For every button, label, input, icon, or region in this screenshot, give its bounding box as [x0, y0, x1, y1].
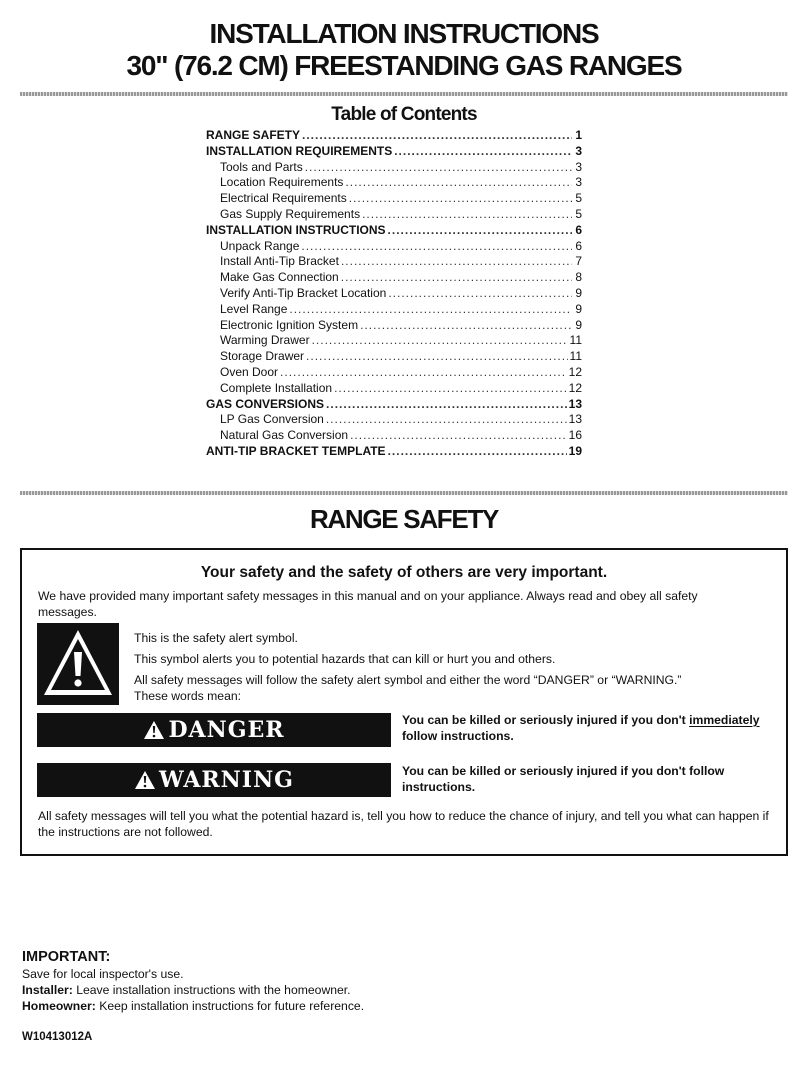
toc-entry-page: 9: [575, 285, 582, 300]
toc-entry: [206, 381, 582, 397]
toc-leader-dots: [362, 207, 572, 223]
toc-leader-dots: [306, 349, 567, 365]
danger-text: You can be killed or seriously injured if you don't: [402, 713, 690, 727]
toc-entry: [206, 239, 582, 255]
toc-entry: [206, 207, 582, 223]
toc-leader-dots: [345, 175, 572, 191]
toc-entry-page: 5: [575, 206, 582, 221]
important-line: Save for local inspector's use.: [22, 967, 184, 981]
safety-box: [20, 548, 788, 856]
toc-entry-label: Storage Drawer: [220, 349, 305, 364]
safety-intro: We have provided many important safety messages in this manual and on your appliance. Always read and obey all safety messages.: [38, 589, 698, 619]
toc-entry-label: Electrical Requirements: [220, 191, 347, 206]
danger-signal-word: [37, 713, 391, 747]
toc-entry-label: LP Gas Conversion: [220, 412, 324, 427]
toc-entry-page: 13: [568, 412, 582, 427]
toc-entry-page: 3: [575, 175, 582, 190]
toc-leader-dots: [388, 286, 572, 302]
installer-label: Installer:: [22, 983, 73, 997]
toc-entry-page: 8: [575, 270, 582, 285]
toc-entry: [206, 270, 582, 286]
toc-leader-dots: [301, 239, 572, 255]
toc-entry-label: Electronic Ignition System: [220, 317, 359, 332]
alert-line: This is the safety alert symbol.: [134, 631, 298, 645]
toc-entry: [206, 397, 582, 413]
toc-entry-label: Make Gas Connection: [220, 270, 339, 285]
toc-entry-label: Natural Gas Conversion: [220, 428, 349, 443]
alert-symbol-explanation: [134, 630, 774, 709]
toc-entry-label: Tools and Parts: [220, 159, 303, 174]
alert-triangle-icon: [143, 720, 165, 740]
toc-entry-label: Verify Anti-Tip Bracket Location: [220, 285, 387, 300]
danger-label: DANGER: [168, 717, 285, 743]
toc-leader-dots: [326, 397, 567, 413]
toc-entry-page: 3: [575, 143, 582, 158]
toc-leader-dots: [312, 333, 568, 349]
toc-leader-dots: [305, 160, 572, 176]
toc-entry-page: 5: [575, 191, 582, 206]
top-divider: [20, 92, 788, 96]
toc-entry-label: GAS CONVERSIONS: [206, 396, 325, 411]
toc-entry-page: 9: [575, 301, 582, 316]
important-heading: IMPORTANT:: [22, 949, 111, 965]
toc-entry: [206, 254, 582, 270]
toc-entry: [206, 191, 582, 207]
toc-entry: [206, 223, 582, 239]
safety-footer: All safety messages will tell you what the potential hazard is, tell you how to reduce the chance of injury, and tell you what can happen if the instructions are not followed.: [38, 809, 769, 839]
document-title-line2: 30" (76.2 CM) FREESTANDING GAS RANGES: [126, 50, 682, 81]
alert-line: All safety messages will follow the safety alert symbol and either the word “DANGER” or “WARNING.”: [134, 673, 682, 687]
toc-entry-label: Level Range: [220, 301, 288, 316]
homeowner-label: Homeowner:: [22, 999, 96, 1013]
alert-line: These words mean:: [134, 689, 242, 703]
toc-entry-page: 12: [568, 364, 582, 379]
document-title-line1: INSTALLATION INSTRUCTIONS: [209, 18, 599, 49]
toc-entry: [206, 365, 582, 381]
toc-entry-label: Warming Drawer: [220, 333, 310, 348]
toc-entry-label: Gas Supply Requirements: [220, 206, 361, 221]
toc-leader-dots: [388, 444, 567, 460]
toc-leader-dots: [334, 381, 567, 397]
toc-leader-dots: [349, 191, 572, 207]
toc-leader-dots: [394, 144, 572, 160]
toc-entry: [206, 128, 582, 144]
toc-entry-page: 9: [575, 317, 582, 332]
toc-leader-dots: [350, 428, 567, 444]
toc-entry-page: 6: [575, 238, 582, 253]
toc-entry-page: 6: [575, 222, 582, 237]
toc-entry: [206, 333, 582, 349]
toc-entry-label: Oven Door: [220, 364, 279, 379]
toc-entry: [206, 175, 582, 191]
homeowner-text: Keep installation instructions for future reference.: [95, 999, 365, 1013]
toc-entry-page: 11: [569, 333, 582, 348]
toc-entry: [206, 318, 582, 334]
toc-leader-dots: [341, 254, 572, 270]
toc-entry: [206, 144, 582, 160]
toc-leader-dots: [388, 223, 572, 239]
part-number: W10413012A: [22, 1031, 93, 1043]
table-of-contents: [206, 128, 582, 460]
middle-divider: [20, 491, 788, 495]
toc-leader-dots: [302, 128, 572, 144]
toc-entry-label: Complete Installation: [220, 380, 333, 395]
toc-entry-page: 13: [568, 396, 582, 411]
toc-entry: [206, 286, 582, 302]
toc-entry-label: ANTI-TIP BRACKET TEMPLATE: [206, 443, 386, 458]
alert-triangle-icon: [134, 770, 156, 790]
toc-entry-page: 3: [575, 159, 582, 174]
toc-leader-dots: [326, 412, 567, 428]
safety-box-heading: Your safety and the safety of others are very important.: [200, 564, 608, 581]
toc-entry-page: 11: [569, 349, 582, 364]
toc-entry-page: 16: [568, 428, 582, 443]
important-notice: [22, 948, 364, 1014]
toc-entry-label: INSTALLATION REQUIREMENTS: [206, 143, 393, 158]
toc-entry-page: 7: [575, 254, 582, 269]
toc-entry-label: INSTALLATION INSTRUCTIONS: [206, 222, 386, 237]
toc-entry: [206, 444, 582, 460]
toc-entry: [206, 428, 582, 444]
toc-entry-label: Location Requirements: [220, 175, 344, 190]
toc-entry: [206, 349, 582, 365]
warning-signal-word: [37, 763, 391, 797]
toc-leader-dots: [280, 365, 567, 381]
danger-description: [402, 712, 782, 744]
toc-title: Table of Contents: [331, 104, 477, 125]
alert-line: This symbol alerts you to potential hazards that can kill or hurt you and others.: [134, 652, 556, 666]
toc-entry-page: 19: [568, 443, 582, 458]
safety-alert-icon: [37, 623, 119, 705]
toc-leader-dots: [289, 302, 572, 318]
toc-entry: [206, 302, 582, 318]
toc-entry-page: 1: [575, 128, 582, 142]
toc-entry: [206, 160, 582, 176]
toc-leader-dots: [360, 318, 572, 334]
toc-entry-label: Install Anti-Tip Bracket: [220, 254, 339, 269]
toc-entry-label: RANGE SAFETY: [206, 128, 301, 142]
toc-entry-label: Unpack Range: [220, 238, 300, 253]
toc-leader-dots: [341, 270, 572, 286]
danger-text-end: follow instructions.: [402, 729, 514, 743]
range-safety-heading: RANGE SAFETY: [309, 504, 499, 534]
installer-text: Leave installation instructions with the homeowner.: [72, 983, 351, 997]
toc-entry-page: 12: [568, 380, 582, 395]
warning-label: WARNING: [159, 767, 294, 793]
danger-emphasis: immediately: [689, 713, 760, 727]
warning-description: You can be killed or seriously injured if you don't follow instructions.: [402, 764, 725, 794]
toc-entry: [206, 412, 582, 428]
